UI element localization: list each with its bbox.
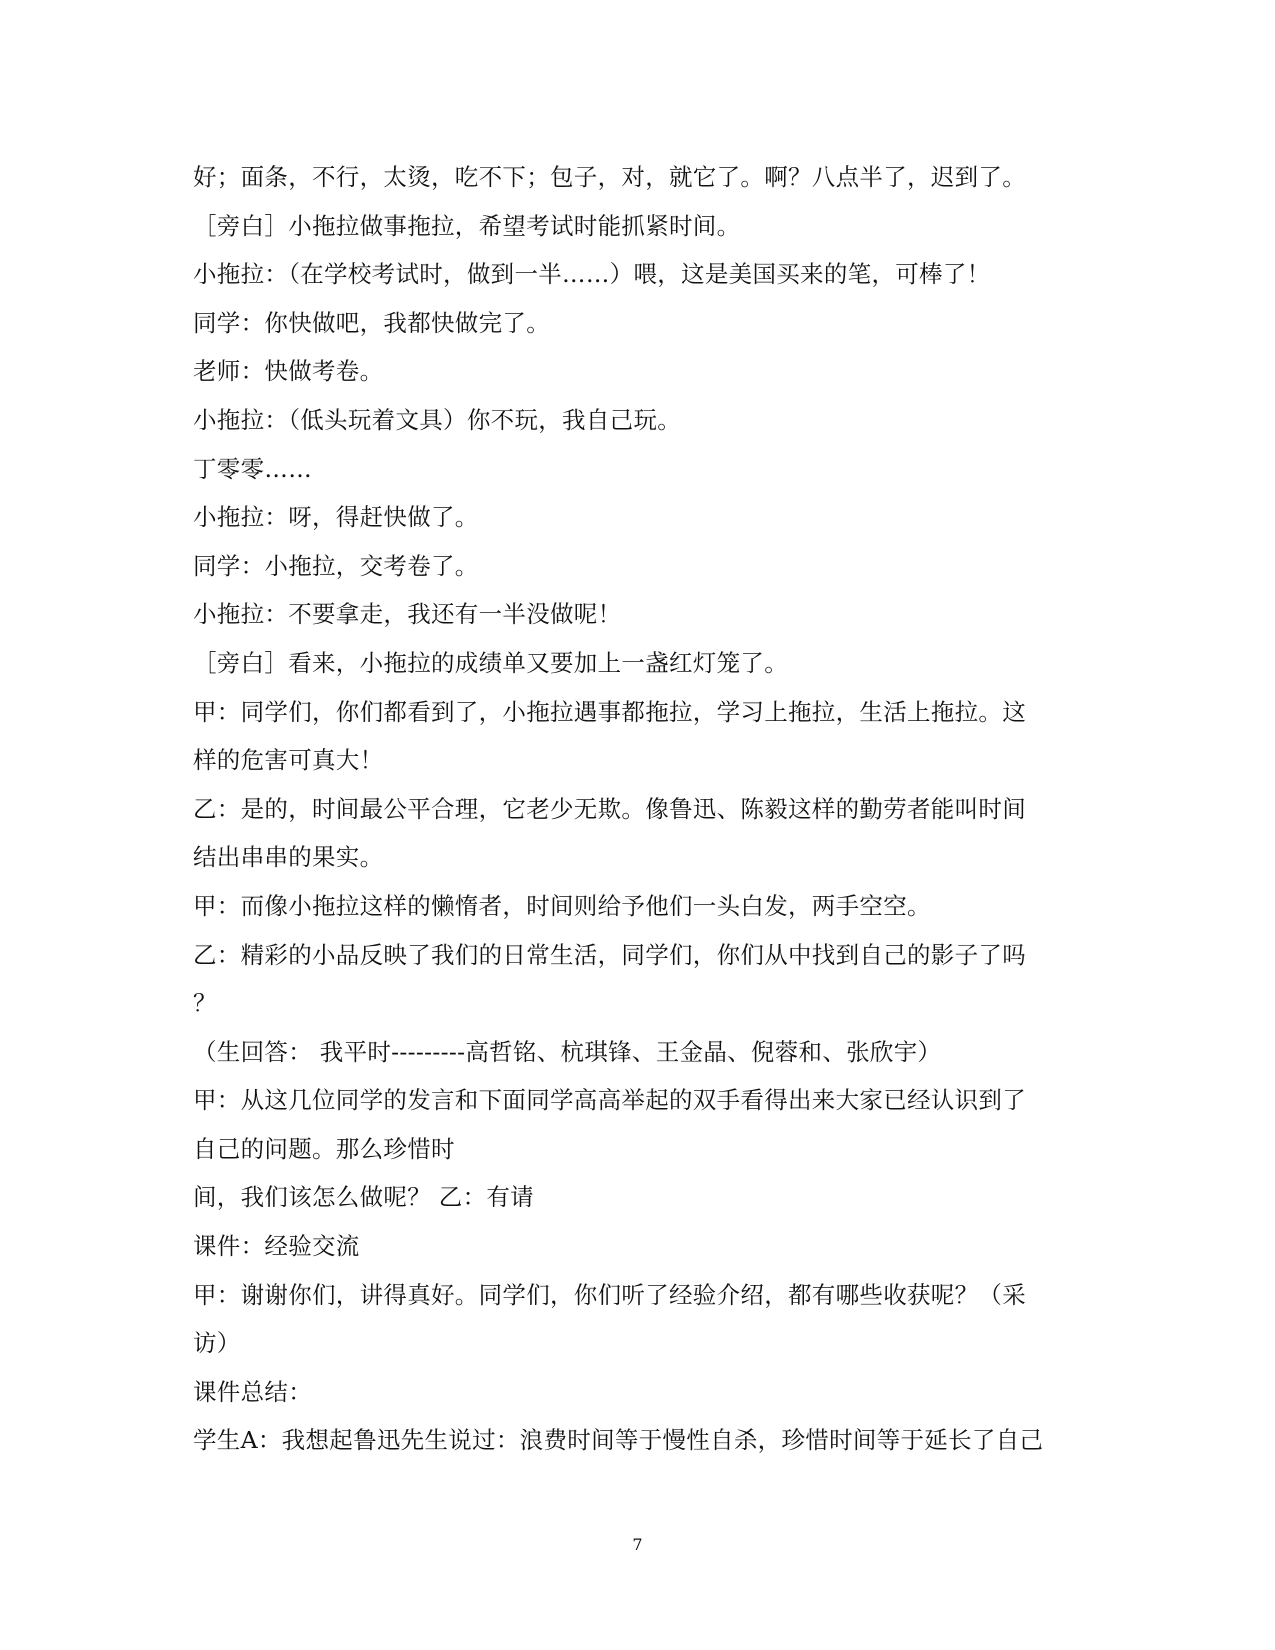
text-line: 小拖拉：（低头玩着文具）你不玩，我自己玩。: [193, 405, 682, 434]
text-line: 小拖拉：呀，得赶快做了。: [193, 503, 479, 532]
text-line: 甲：而像小拖拉这样的懒惰者，时间则给予他们一头白发，两手空空。: [193, 891, 931, 920]
text-line: 乙：精彩的小品反映了我们的日常生活，同学们，你们从中找到自己的影子了吗: [193, 940, 1026, 969]
text-line: ［旁白］看来，小拖拉的成绩单又要加上一盏红灯笼了。: [193, 648, 788, 677]
text-line: 自己的问题。那么珍惜时: [193, 1134, 455, 1163]
text-line: 乙：是的，时间最公平合理，它老少无欺。像鲁迅、陈毅这样的勤劳者能叫时间: [193, 794, 1026, 823]
document-body: [193, 153, 1093, 1465]
text-line: 间，我们该怎么做呢？ 乙：有请: [193, 1183, 534, 1212]
text-line: 老师：快做考卷。: [193, 357, 384, 386]
text-line: 样的危害可真大！: [193, 746, 384, 775]
text-line: 学生A：我想起鲁迅先生说过：浪费时间等于慢性自杀，珍惜时间等于延长了自己: [193, 1426, 1044, 1455]
page-number: 7: [632, 1535, 643, 1554]
text-line: 丁零零……: [193, 454, 312, 483]
text-line: ？: [193, 989, 217, 1018]
text-line: 同学：你快做吧，我都快做完了。: [193, 308, 550, 337]
text-line: 课件：经验交流: [193, 1232, 360, 1261]
text-line: 甲：从这几位同学的发言和下面同学高高举起的双手看得出来大家已经认识到了: [193, 1086, 1026, 1115]
text-line: （生回答： 我平时---------高哲铭、杭琪锋、王金晶、倪蓉和、张欣宇）: [193, 1037, 942, 1066]
text-line: 小拖拉：不要拿走，我还有一半没做呢！: [193, 600, 622, 629]
text-line: 结出串串的果实。: [193, 843, 384, 872]
text-line: 同学：小拖拉，交考卷了。: [193, 551, 479, 580]
text-line: ［旁白］小拖拉做事拖拉，希望考试时能抓紧时间。: [193, 211, 741, 240]
text-line: 小拖拉：（在学校考试时，做到一半……）喂，这是美国买来的笔，可棒了！: [193, 260, 991, 289]
text-line: 课件总结：: [193, 1377, 312, 1406]
text-line: 甲：谢谢你们，讲得真好。同学们，你们听了经验介绍，都有哪些收获呢？（采: [193, 1280, 1026, 1309]
text-line: 甲：同学们，你们都看到了，小拖拉遇事都拖拉，学习上拖拉，生活上拖拉。这: [193, 697, 1026, 726]
text-line: 访）: [193, 1329, 241, 1358]
text-line: 好；面条，不行，太烫，吃不下；包子，对，就它了。啊？八点半了，迟到了。: [193, 163, 1026, 191]
